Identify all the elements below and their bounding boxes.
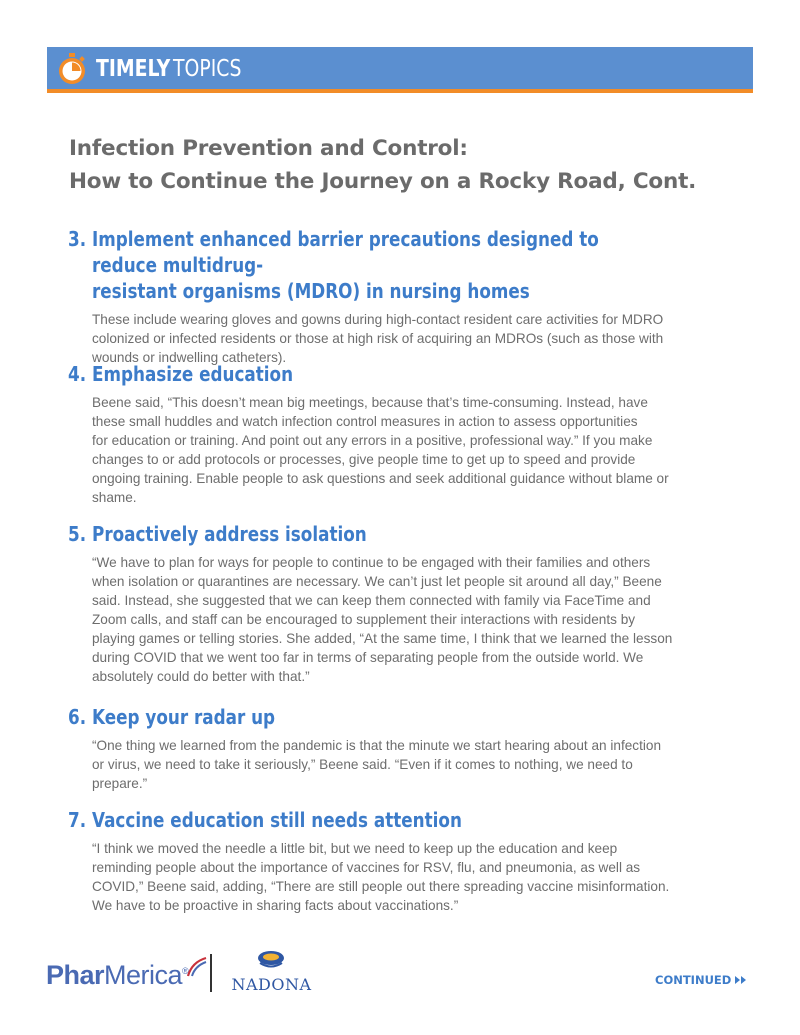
heading-line: Vaccine education still needs attention <box>92 808 462 832</box>
section-body <box>92 553 732 686</box>
logo-divider <box>210 954 212 992</box>
section-heading <box>68 361 728 387</box>
section-heading <box>68 226 728 304</box>
heading-line: Implement enhanced barrier precautions designed to reduce multidrug- <box>92 227 599 277</box>
section-body <box>92 393 732 507</box>
section-number: 7. <box>68 808 87 832</box>
continued-link[interactable] <box>655 973 748 987</box>
body-line: We have to be proactive in sharing facts about vaccinations.” <box>92 898 459 913</box>
heading-line: resistant organisms (MDRO) in nursing homes <box>92 279 530 303</box>
registered-mark: ® <box>182 965 189 976</box>
pharmerica-rest: Merica <box>104 959 183 990</box>
section-heading <box>68 807 728 833</box>
stopwatch-icon <box>55 52 89 86</box>
section-heading <box>68 704 728 730</box>
body-line: COVID,” Beene said, adding, “There are still people out there spreading vaccine misinformation. <box>92 879 670 894</box>
body-line: wounds or indwelling catheters). <box>92 350 287 365</box>
body-line: said. Instead, she suggested that we can keep them connected with family via FaceTime and <box>92 593 651 608</box>
section-3 <box>68 226 728 367</box>
brand-light-text: TOPICS <box>172 56 242 82</box>
continued-label: CONTINUED <box>655 973 732 987</box>
section-5 <box>68 521 728 686</box>
body-line: for education or training. And point out any errors in a positive, professional way.” If you make <box>92 433 653 448</box>
nadona-logo <box>224 948 319 994</box>
section-heading-text <box>92 226 626 304</box>
body-line: shame. <box>92 490 137 505</box>
section-heading-text <box>92 704 626 730</box>
body-line: These include wearing gloves and gowns during high-contact resident care activities for MDRO <box>92 312 664 327</box>
heading-line: Emphasize education <box>92 362 294 386</box>
pharmerica-logo <box>46 955 208 995</box>
section-heading-text <box>92 361 626 387</box>
pharmerica-wordmark <box>46 960 188 991</box>
section-7 <box>68 807 728 915</box>
body-line: ongoing training. Enable people to ask questions and seek additional guidance without blame or <box>92 471 669 486</box>
section-number: 5. <box>68 522 87 546</box>
pharmerica-bold: Phar <box>46 959 105 990</box>
nadona-wordmark: NADONA <box>231 975 312 994</box>
section-body <box>92 310 732 367</box>
section-body <box>92 736 732 793</box>
header-band <box>47 47 753 93</box>
section-heading-text <box>92 521 626 547</box>
lamp-icon <box>224 948 319 972</box>
section-number: 6. <box>68 705 87 729</box>
body-line: Zoom calls, and staff can be encouraged to supplement their interactions with residents by <box>92 612 636 627</box>
body-line: absolutely could do better with that.” <box>92 669 310 684</box>
brand-bold-text: TIMELY <box>96 56 171 82</box>
title-line-2: How to Continue the Journey on a Rocky Road, Cont. <box>69 169 697 194</box>
body-line: during COVID that we went too far in terms of separating people from the outside world. We <box>92 650 644 665</box>
body-line: changes to or add protocols or processes, give people time to get up to speed and provide <box>92 452 636 467</box>
body-line: “We have to plan for ways for people to continue to be engaged with their families and others <box>92 555 651 570</box>
timely-topics-logo <box>55 52 256 86</box>
section-heading <box>68 521 728 547</box>
section-4 <box>68 361 728 507</box>
section-number: 3. <box>68 227 87 251</box>
body-line: “One thing we learned from the pandemic is that the minute we start hearing about an infection <box>92 738 661 753</box>
body-line: when isolation or quarantines are necessary. We can’t just let people sit around all day,” Beene <box>92 574 662 589</box>
body-line: or virus, we need to take it seriously,” Beene said. “Even if it comes to nothing, we need to <box>92 757 633 772</box>
page-title <box>69 132 769 198</box>
section-heading-text <box>92 807 626 833</box>
title-line-1: Infection Prevention and Control: <box>69 136 468 161</box>
body-line: reminding people about the importance of vaccines for RSV, flu, and pneumonia, as well as <box>92 860 641 875</box>
body-line: prepare.” <box>92 776 148 791</box>
section-number: 4. <box>68 362 87 386</box>
body-line: colonized or infected residents or those at high risk of acquiring an MDROs (such as those with <box>92 331 664 346</box>
body-line: Beene said, “This doesn’t mean big meetings, because that’s time-consuming. Instead, have <box>92 395 648 410</box>
body-line: these small huddles and watch infection control measures in action to assess opportunities <box>92 414 638 429</box>
pharmerica-swoosh-icon <box>186 956 208 978</box>
heading-line: Proactively address isolation <box>92 522 367 546</box>
body-line: playing games or telling stories. She added, “At the same time, I think that we learned the lesson <box>92 631 673 646</box>
body-line: “I think we moved the needle a little bit, but we need to keep up the education and keep <box>92 841 618 856</box>
heading-line: Keep your radar up <box>92 705 276 729</box>
section-6 <box>68 704 728 793</box>
double-chevron-right-icon <box>734 975 748 985</box>
section-body <box>92 839 732 915</box>
